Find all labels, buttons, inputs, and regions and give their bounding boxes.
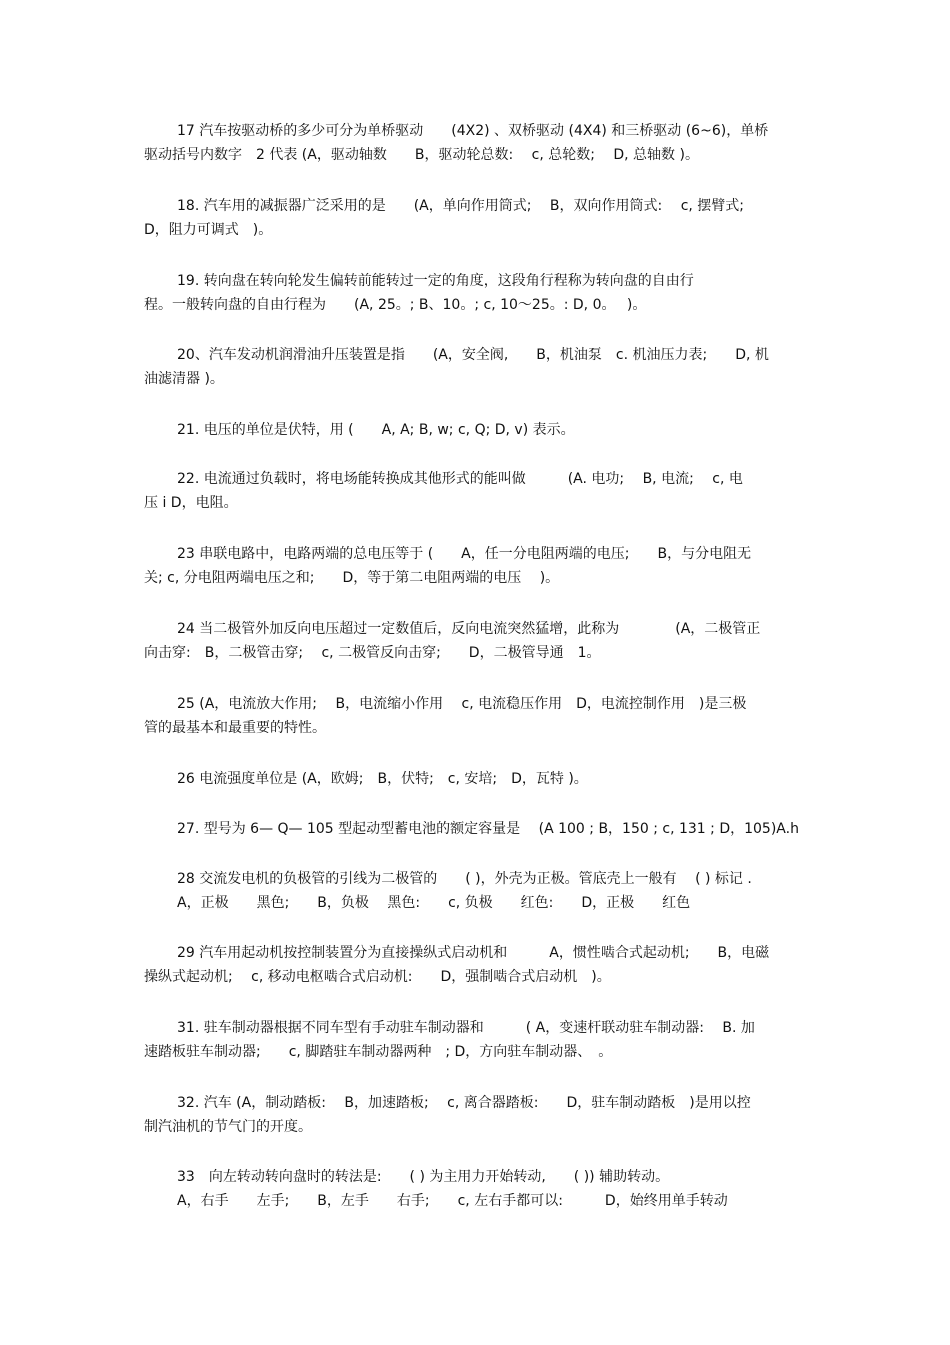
question-29	[144, 941, 806, 989]
question-25	[144, 692, 806, 740]
question-29-line-1: 29 汽车用起动机按控制装置分为直接操纵式启动机和 A，惯性啮合式起动机; B，电磁	[177, 945, 770, 961]
question-23-line-1: 23 串联电路中，电路两端的总电压等于 ( A，任一分电阻两端的电压; B，与分电阻无	[177, 546, 752, 562]
question-22-line-2: 压 i D，电阻。	[144, 495, 238, 511]
question-17	[144, 119, 806, 167]
question-31-line-2: 速踏板驻车制动器; c, 脚踏驻车制动器两种 ; D，方向驻车制动器、 。	[144, 1044, 613, 1060]
question-26-line-1: 26 电流强度单位是 (A，欧姆; B，伏特; c, 安培; D，瓦特 )。	[177, 771, 588, 787]
question-18-line-1: 18. 汽车用的减振器广泛采用的是 (A，单向作用筒式; B，双向作用筒式: c, 摆臂式;	[177, 198, 745, 214]
question-17-line-2: 驱动括号内数字 2 代表 (A，驱动轴数 B，驱动轮总数: c, 总轮数; D, 总轴数 )。	[144, 147, 699, 163]
question-29-line-2: 操纵式起动机; c, 移动电枢啮合式启动机: D，强制啮合式启动机 )。	[144, 969, 611, 985]
question-33-options: A，右手 左手; B，左手 右手; c, 左右手都可以: D，始终用单手转动	[177, 1193, 728, 1209]
question-28-options: A，正极 黑色; B，负极 黑色: c, 负极 红色: D，正极 红色	[177, 895, 691, 911]
question-19-line-1: 19. 转向盘在转向轮发生偏转前能转过一定的角度，这段角行程称为转向盘的自由行	[177, 273, 694, 289]
question-20	[144, 343, 806, 391]
question-24-line-1: 24 当二极管外加反向电压超过一定数值后，反向电流突然猛增，此称为 (A，二极管正	[177, 621, 761, 637]
question-18-line-2: D，阻力可调式 )。	[144, 222, 273, 238]
question-26	[144, 767, 806, 791]
question-33-line-1: 33 向左转动转向盘时的转法是: ( ) 为主用力开始转动, ( )) 辅助转动。	[177, 1169, 670, 1185]
question-24-line-2: 向击穿: B，二极管击穿; c, 二极管反向击穿; D，二极管导通 1。	[144, 645, 601, 661]
question-19-line-2: 程。一般转向盘的自由行程为 (A, 25。; B、10。; c, 10～25。: D, 0。 )。	[144, 297, 647, 313]
question-33	[144, 1165, 806, 1213]
question-19	[144, 269, 806, 317]
question-25-line-2: 管的最基本和最重要的特性。	[144, 720, 326, 736]
question-21	[144, 418, 806, 442]
question-28-line-1: 28 交流发电机的负极管的引线为二极管的 ( )，外壳为正极。管底壳上一般有 ( ) 标记 .	[177, 871, 752, 887]
question-20-line-2: 油滤清器 )。	[144, 371, 224, 387]
question-25-line-1: 25 (A，电流放大作用; B，电流缩小作用 c, 电流稳压作用 D，电流控制作用 )是三极	[177, 696, 747, 712]
question-21-line-1: 21. 电压的单位是伏特，用 ( A, A; B, w; c, Q; D, v) 表示。	[177, 422, 575, 438]
question-32-line-2: 制汽油机的节气门的开度。	[144, 1119, 312, 1135]
question-23-line-2: 关; c, 分电阻两端电压之和; D，等于第二电阻两端的电压 )。	[144, 570, 560, 586]
question-31-line-1: 31. 驻车制动器根据不同车型有手动驻车制动器和 ( A，变速杆联动驻车制动器: B. 加	[177, 1020, 755, 1036]
question-22	[144, 467, 806, 515]
question-22-line-1: 22. 电流通过负载时，将电场能转换成其他形式的能叫做 (A. 电功; B, 电流; c, 电	[177, 471, 743, 487]
question-24	[144, 617, 806, 665]
question-17-line-1: 17 汽车按驱动桥的多少可分为单桥驱动 (4X2) 、双桥驱动 (4X4) 和三桥驱动 (6~6)，单桥	[177, 123, 769, 139]
question-28	[144, 867, 806, 915]
question-32-line-1: 32. 汽车 (A，制动踏板: B，加速踏板; c, 离合器踏板: D，驻车制动踏板 )是用以控	[177, 1095, 751, 1111]
question-18	[144, 194, 806, 242]
question-31	[144, 1016, 806, 1064]
question-23	[144, 542, 806, 590]
question-27	[144, 817, 806, 841]
question-20-line-1: 20、汽车发动机润滑油升压装置是指 (A，安全阀, B，机油泵 c. 机油压力表; D, 机	[177, 347, 769, 363]
question-27-line-1: 27. 型号为 6— Q— 105 型起动型蓄电池的额定容量是 (A 100 ; B，150 ; c, 131 ; D，105)A.h	[177, 821, 799, 837]
question-32	[144, 1091, 806, 1139]
